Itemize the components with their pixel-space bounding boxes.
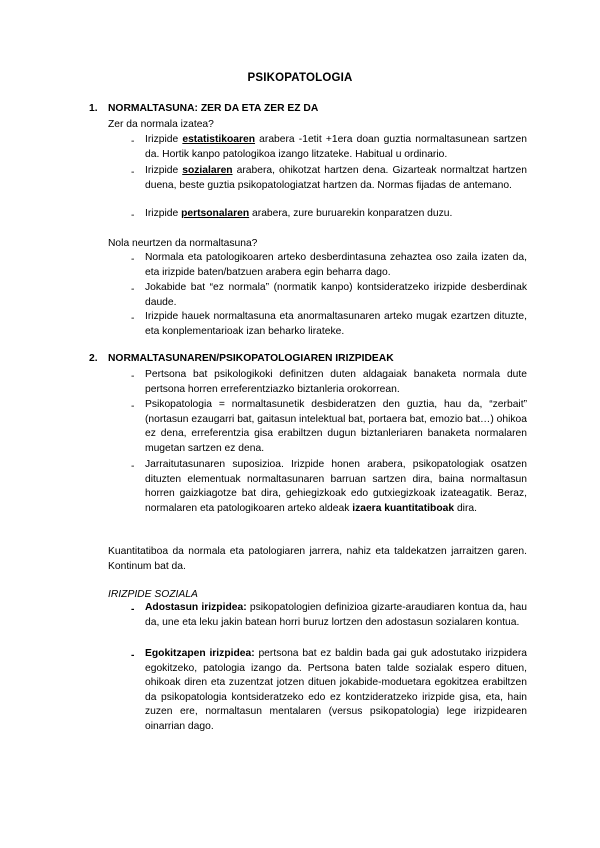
bullet: - (131, 650, 135, 661)
key-term: Egokitzapen irizpidea: (145, 648, 255, 659)
page-title: PSIKOPATOLOGIA (247, 72, 353, 84)
key-term: pertsonalaren (181, 208, 250, 219)
key-term: Adostasun irizpidea: (145, 602, 247, 613)
list-item: Pertsona bat psikologikoki definitzen duten aldagaiak banaketa normala dute pertsona horren erreferentziazko biztanleria orokorrean. (145, 369, 527, 395)
question-1: Zer da normala izatea? (108, 119, 214, 130)
bullet: - (131, 371, 135, 382)
bullet: - (131, 136, 135, 147)
bullet: - (131, 210, 135, 221)
section-1-title: NORMALTASUNA: ZER DA ETA ZER EZ DA (108, 103, 319, 114)
list-item: Irizpide pertsonalaren arabera, zure buruarekin konparatzen duzu. (145, 208, 453, 219)
list-item: Irizpide estatistikoaren arabera -1etit +1era doan guztia normaltasunean sartzen da. Hortik kanpo patologikoa izango litzateke. Habitual u ordinario. (145, 134, 527, 160)
section-2-title: NORMALTASUNAREN/PSIKOPATOLOGIAREN IRIZPIDEAK (108, 353, 394, 364)
section-2-number: 2. (89, 353, 98, 364)
list-item: Adostasun irizpidea: psikopatologien definizioa gizarte-araudiaren kontua da, hau da, une eta leku jakin batean horri buruz lortzen den adostasun sozialaren kontua. (145, 602, 527, 628)
paragraph: Kuantitatiboa da normala eta patologiaren jarrera, nahiz eta taldekatzen jarraitzen garen. Kontinum bat da. (108, 546, 527, 572)
list-item: Egokitzapen irizpidea: pertsona bat ez baldin bada gai guk adostutako irizpidera egokitzeko, patologia izango da. Pertsona baten talde sozialak espero dituen, ohikoak diren eta zuzentzat jotzen dituen jokabide-moduetara egokitzea erabiltzen da psikopatologia kontsideratzeko edo ez kontzideratzeko irizpide gisa, eta, hain zuzen ere, normaltasun mentalaren (versus psikopatologia) lege irizpidearen oinarrian dago. (145, 648, 527, 732)
key-term: estatistikoaren (182, 134, 256, 145)
list-item: Jokabide bat “ez normala” (normatik kanpo) kontsideratzeko irizpide desberdinak daude. (145, 282, 527, 308)
bullet: - (131, 401, 135, 412)
bullet: - (131, 284, 135, 295)
subheading-social: IRIZPIDE SOZIALA (108, 589, 198, 600)
bullet: - (131, 167, 135, 178)
key-term: izaera kuantitatiboak (352, 502, 455, 514)
list-item: Irizpide hauek normaltasuna eta anormaltasunaren arteko mugak ezartzen dituzte, eta konplementarioak izan beharko lirateke. (145, 311, 527, 337)
question-2: Nola neurtzen da normaltasuna? (108, 238, 258, 249)
list-item: Normala eta patologikoaren arteko desberdintasuna zehaztea oso zaila izaten da, eta irizpide baten/batzuen arabera egin beharra dago. (145, 252, 527, 278)
bullet: - (131, 254, 135, 265)
list-item: Jarraitutasunaren suposizioa. Irizpide honen arabera, psikopatologiak osatzen dituzten elementuak normaltasunaren barruan sartzen dira, baina normaltasun horren gaizkiagotze bat dira, gehiegizkoak edo gutxiegizkoak izateagatik. Beraz, normalaren eta patologikoaren arteko aldeak izaera kuantitatiboak dira. (145, 459, 527, 514)
list-item: Psikopatologia = normaltasunetik desbideratzen den guztia, hau da, “zerbait” (nortasun ezaugarri bat, gaitasun intelektual bat, portaera bat, emozio bat…) ohikoa ez dena, erreferentzia gisa erabiltzen dugun biztanleriaren banaketa normalaren mugetan sartzen ez dena. (145, 399, 527, 454)
list-item: Irizpide sozialaren arabera, ohikotzat hartzen dena. Gizarteak normaltzat hartzen duena, beste guztia psikopatologiatzat hartzen da. Normas fijadas de antemano. (145, 165, 527, 191)
section-2-heading (89, 353, 394, 364)
bullet: - (131, 313, 135, 324)
key-term: sozialaren (182, 165, 233, 176)
bullet: - (131, 461, 135, 472)
section-1-number: 1. (89, 103, 98, 114)
section-1-heading (89, 103, 318, 114)
bullet: - (131, 604, 135, 615)
